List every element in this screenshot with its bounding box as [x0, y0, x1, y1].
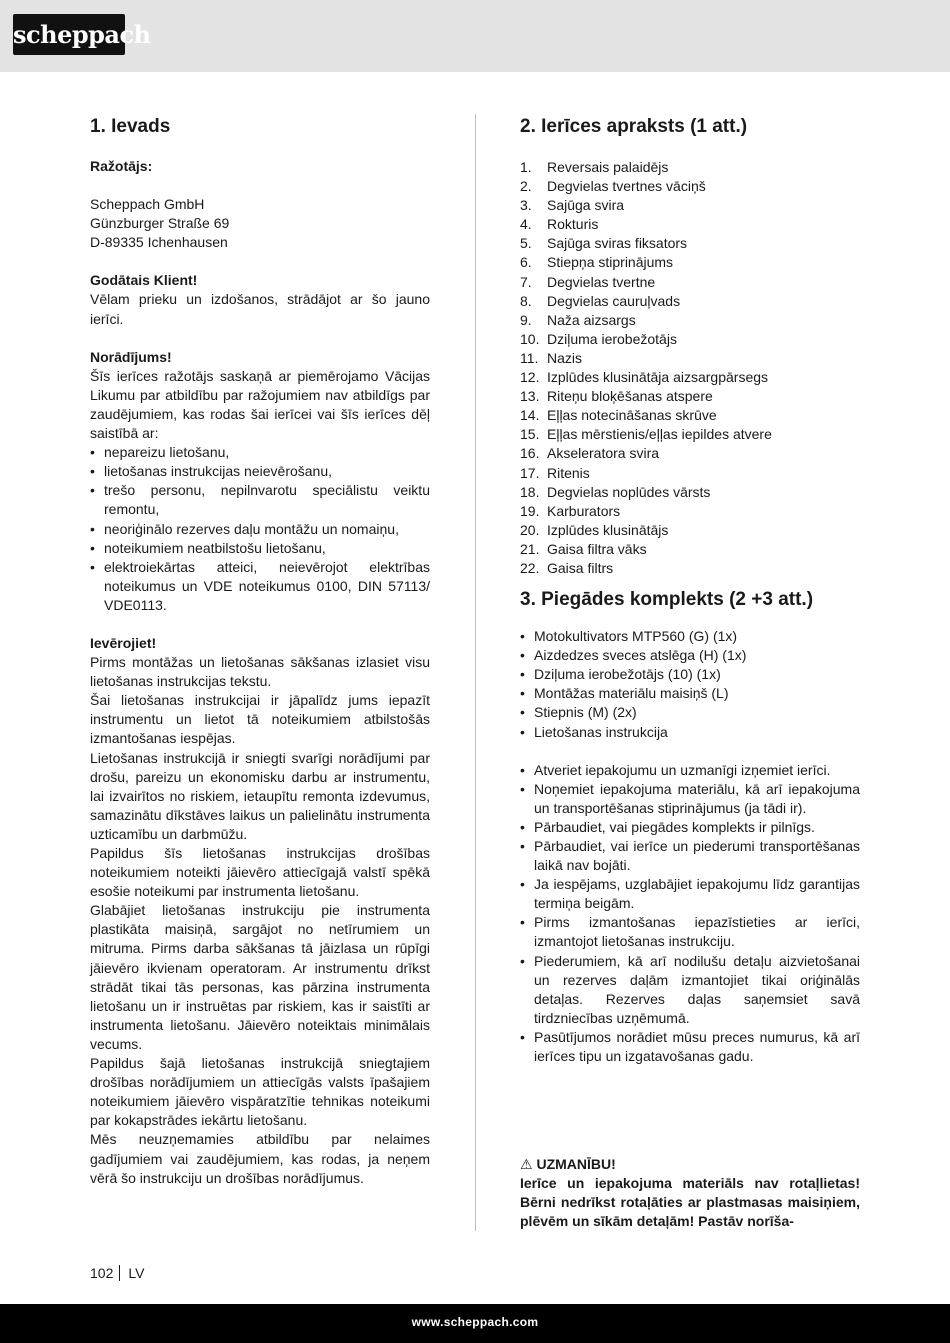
observe-title: Ievērojiet! [90, 634, 157, 651]
part-name: Ritenis [547, 464, 590, 481]
part-list-item [520, 368, 860, 387]
manufacturer-address [90, 195, 430, 252]
part-number: 2. [520, 178, 532, 195]
left-column [90, 114, 430, 1188]
column-divider [475, 114, 476, 1231]
part-name: Nazis [547, 349, 583, 366]
part-list-item [520, 502, 860, 521]
part-list-item [520, 406, 860, 425]
part-list-item [520, 521, 860, 540]
part-number: 3. [520, 197, 532, 214]
part-name: Degvielas cauruļvads [547, 292, 681, 309]
page-footer [90, 1265, 144, 1281]
list-item: • nepareizu lietošanu, [90, 443, 430, 462]
footer-separator [119, 1265, 120, 1281]
part-list-item [520, 158, 860, 177]
observe-paragraph: Šai lietošanas instrukcijai ir jāpalīdz jums iepazīt instrumentu un lietot tā noteikumiem atbilstošās izmantošanas iespējas. [90, 692, 430, 747]
part-name: Gaisa filtra vāks [547, 540, 647, 557]
list-item: • Pirms izmantošanas iepazīstieties ar ierīci, izmantojot lietošanas instrukciju. [520, 913, 860, 951]
part-number: 12. [520, 369, 540, 386]
part-name: Degvielas noplūdes vārsts [547, 483, 711, 500]
right-column [520, 114, 860, 1066]
notice-title: Norādījums! [90, 348, 172, 365]
list-item: • Pārbaudiet, vai piegādes komplekts ir pilnīgs. [520, 818, 860, 837]
part-name: Naža aizsargs [547, 311, 636, 328]
part-list-item [520, 349, 860, 368]
section-3-title: 3. Piegādes komplekts (2 +3 att.) [520, 589, 814, 611]
part-number: 9. [520, 311, 532, 328]
part-name: Reversais palaidējs [547, 159, 669, 175]
part-number: 14. [520, 407, 540, 424]
list-item: • Pārbaudiet, vai ierīce un piederumi transportēšanas laikā nav bojāti. [520, 837, 860, 875]
part-list-item [520, 177, 860, 196]
part-list-item [520, 273, 860, 292]
warning-block [520, 1155, 860, 1231]
part-name: Sajūga svira [547, 197, 625, 214]
part-name: Karburators [547, 502, 621, 519]
part-number: 1. [520, 159, 532, 175]
part-list-item [520, 215, 860, 234]
list-item: • Piederumiem, kā arī nodilušu detaļu aizvietošanai un rezerves daļām izmantojiet tikai oriģinālās detaļas. Rezerves daļas saņemsiet savā tirdzniecības uzņēmumā. [520, 952, 860, 1028]
part-name: Degvielas tvertne [547, 273, 656, 290]
part-number: 15. [520, 426, 540, 443]
part-number: 18. [520, 483, 540, 500]
part-number: 20. [520, 521, 540, 538]
part-number: 4. [520, 216, 532, 233]
page-number: 102 [90, 1265, 114, 1281]
part-list-item [520, 425, 860, 444]
list-item: • Lietošanas instrukcija [520, 723, 860, 742]
part-number: 7. [520, 273, 532, 290]
observe-paragraph: Pirms montāžas un lietošanas sākšanas izlasiet visu lietošanas instrukcijas tekstu. [90, 654, 430, 690]
unpack-list [520, 761, 860, 1067]
observe-paragraph: Glabājiet lietošanas instrukciju pie instrumenta plastikāta maisiņā, sargājot no netīrumiem un mitruma. Pirms darba sākšanas tā jāizlasa un rūpīgi jāievēro ikvienam operatoram. Ar instrumentu drīkst strādāt tikai tās personas, kas pārzina instrumenta lietošanu un ir instruētas par riskiem, kas ir saistīti ar instrumenta lietošanu. Jāievēro noteiktais minimālais vecums. [90, 902, 430, 1052]
part-list-item [520, 464, 860, 483]
part-number: 21. [520, 540, 540, 557]
list-item: • Montāžas materiālu maisiņš (L) [520, 684, 860, 703]
part-number: 8. [520, 292, 532, 309]
part-list-item [520, 559, 860, 578]
part-name: Izplūdes klusinātājs [547, 521, 669, 538]
part-name: Gaisa filtrs [547, 559, 614, 576]
part-number: 11. [520, 349, 539, 366]
manufacturer-label: Ražotājs: [90, 158, 153, 174]
part-name: Eļļas notecināšanas skrūve [547, 407, 717, 424]
part-number: 22. [520, 559, 540, 576]
list-item: • trešo personu, nepilnvarotu speciālistu veiktu remontu, [90, 481, 430, 519]
notice-text: Šīs ierīces ražotājs saskaņā ar piemērojamo Vācijas Likumu par atbildību par ražojumiem nav atbildīgs par zaudējumiem, kas rodas šai ierīcei vai šīs ierīces dēļ saistībā ar: [90, 367, 430, 442]
list-item: • Ja iespējams, uzglabājiet iepakojumu līdz garantijas termiņa beigām. [520, 875, 860, 913]
part-list-item [520, 292, 860, 311]
part-list-item [520, 196, 860, 215]
website-link[interactable]: www.scheppach.com [411, 1315, 539, 1329]
part-name: Riteņu bloķēšanas atspere [547, 388, 713, 405]
section-2-title: 2. Ierīces apraksts (1 att.) [520, 116, 748, 137]
bottom-band [0, 1304, 950, 1343]
warning-heading [520, 1155, 860, 1174]
list-item: • elektroiekārtas atteici, neievērojot elektrības noteikumus un VDE noteikumus 0100, DIN 57113/ VDE0113. [90, 558, 430, 615]
list-item: • Noņemiet iepakojuma materiālu, kā arī iepakojuma un transportēšanas stiprinājumus (ja tādi ir). [520, 780, 860, 818]
warning-triangle-icon: ⚠ [520, 1156, 533, 1172]
part-name: Eļļas mērstienis/eļļas iepildes atvere [547, 426, 772, 443]
address-line: Scheppach GmbH [90, 196, 205, 213]
address-line: D-89335 Ichenhausen [90, 234, 228, 251]
parts-list [520, 158, 860, 578]
part-list-item [520, 387, 860, 406]
part-number: 19. [520, 502, 540, 519]
notice-list [90, 443, 430, 615]
part-list-item [520, 234, 860, 253]
list-item: • Motokultivators MTP560 (G) (1x) [520, 627, 860, 646]
greeting-title: Godātais Klient! [90, 272, 198, 289]
part-name: Izplūdes klusinātāja aizsargpārsegs [547, 369, 769, 386]
warning-title: UZMANĪBU! [536, 1156, 616, 1172]
part-list-item [520, 253, 860, 272]
list-item: • Dziļuma ierobežotājs (10) (1x) [520, 665, 860, 684]
greeting-text: Vēlam prieku un izdošanos, strādājot ar šo jauno ierīci. [90, 291, 430, 327]
observe-paragraph: Mēs neuzņemamies atbildību par nelaimes gadījumiem vai zaudējumiem, kas rodas, ja neņem vērā šo instrukciju un drošības norādījumus. [90, 1131, 430, 1186]
part-name: Stiepņa stiprinājums [547, 254, 674, 271]
part-number: 17. [520, 464, 540, 481]
language-code: LV [128, 1265, 145, 1281]
observe-paragraph: Papildus šīs lietošanas instrukcijas drošības noteikumiem noteikti jāievēro attiecīgajā valstī spēkā esošie noteikumi par instrumenta lietošanu. [90, 845, 430, 900]
part-number: 5. [520, 235, 532, 252]
list-item: • Pasūtījumos norādiet mūsu preces numurus, kā arī ierīces tipu un izgatavošanas gadu. [520, 1028, 860, 1066]
part-number: 13. [520, 388, 540, 405]
observe-paragraph: Papildus šajā lietošanas instrukcijā sniegtajiem drošības norādījumiem un attiecīgās valsts īpašajiem noteikumiem jāievēro vispāratzītie tehnikas noteikumi par kokapstrādes iekārtu lietošanu. [90, 1055, 430, 1129]
warning-text: Ierīce un iepakojuma materiāls nav rotaļlietas! Bērni nedrīkst rotaļāties ar plastmasas maisiņiem, plēvēm un sīkām detaļām! Pastāv norīša- [520, 1175, 860, 1230]
part-list-item [520, 330, 860, 349]
list-item: • Aizdedzes sveces atslēga (H) (1x) [520, 646, 860, 665]
part-list-item [520, 483, 860, 502]
part-list-item [520, 311, 860, 330]
list-item: • Atveriet iepakojumu un uzmanīgi izņemiet ierīci. [520, 761, 860, 780]
part-number: 6. [520, 254, 532, 271]
address-line: Günzburger Straße 69 [90, 215, 230, 232]
part-number: 10. [520, 330, 540, 347]
part-name: Rokturis [547, 216, 599, 233]
part-number: 16. [520, 445, 540, 462]
part-list-item [520, 444, 860, 463]
header-band [0, 0, 950, 72]
list-item: • neoriģinālo rezerves daļu montāžu un nomaiņu, [90, 520, 430, 539]
scheppach-logo: scheppach [13, 14, 125, 55]
part-name: Sajūga sviras fiksators [547, 235, 688, 252]
delivery-list [520, 627, 860, 742]
section-1-title: 1. Ievads [90, 116, 171, 137]
observe-paragraph: Lietošanas instrukcijā ir sniegti svarīgi norādījumi par drošu, pareizu un ekonomisku darbu ar instrumentu, lai izvairītos no riskiem, ietaupītu remonta izdevumus, samazinātu dīkstāves laikus un palielinātu instrumenta uzticamību un darbmūžu. [90, 749, 430, 842]
list-item: • noteikumiem neatbilstošu lietošanu, [90, 539, 430, 558]
part-name: Degvielas tvertnes vāciņš [547, 178, 706, 195]
list-item: • Stiepnis (M) (2x) [520, 703, 860, 722]
part-list-item [520, 540, 860, 559]
part-name: Akseleratora svira [547, 445, 660, 462]
part-name: Dziļuma ierobežotājs [547, 330, 677, 347]
list-item: • lietošanas instrukcijas neievērošanu, [90, 462, 430, 481]
